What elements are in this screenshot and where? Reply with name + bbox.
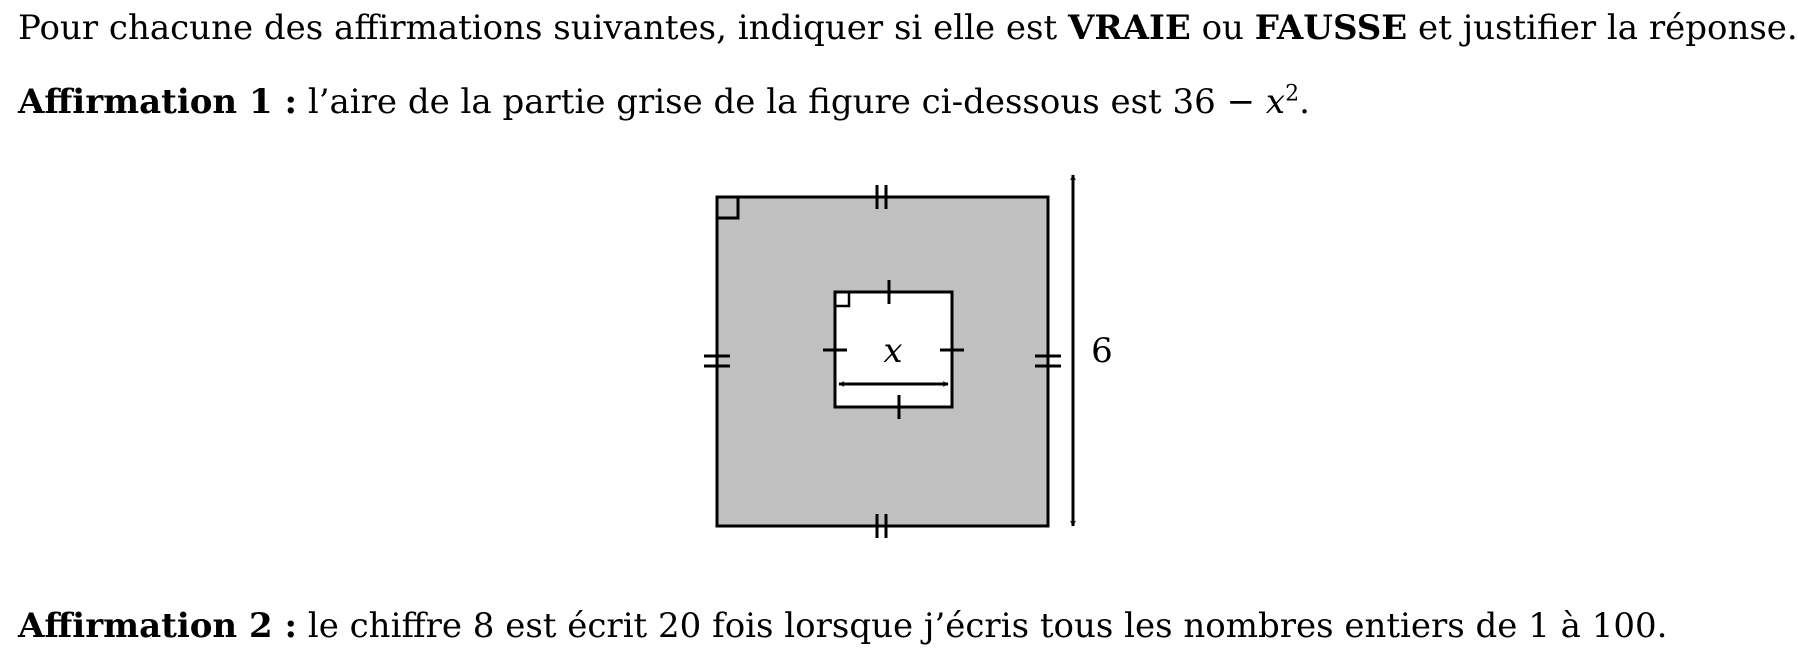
affirmation-1-end: . bbox=[1299, 82, 1310, 122]
affirmation-2-text: le chiffre 8 est écrit 20 fois lorsque j’écris tous les nombres entiers de 1 à 100. bbox=[297, 606, 1668, 646]
outer-side-label: 6 bbox=[1091, 331, 1113, 371]
affirmation-1-variable: x bbox=[1265, 82, 1286, 122]
fausse-word: FAUSSE bbox=[1254, 8, 1408, 48]
inner-side-label: x bbox=[883, 331, 903, 371]
instructions-part1: Pour chacune des affirmations suivantes, indiquer si elle est bbox=[18, 8, 1068, 48]
affirmation-1-text: l’aire de la partie grise de la figure ci-dessous est 36 − bbox=[297, 82, 1266, 122]
affirmation-1-exponent: 2 bbox=[1285, 81, 1300, 107]
vraie-word: VRAIE bbox=[1067, 8, 1191, 48]
affirmation-2 bbox=[18, 606, 1667, 646]
instructions-part2: ou bbox=[1190, 8, 1255, 48]
affirmation-1-label: Affirmation 1 : bbox=[18, 82, 298, 122]
instructions-part3: et justifier la réponse. bbox=[1407, 8, 1798, 48]
affirmation-2-label: Affirmation 2 : bbox=[18, 606, 298, 646]
